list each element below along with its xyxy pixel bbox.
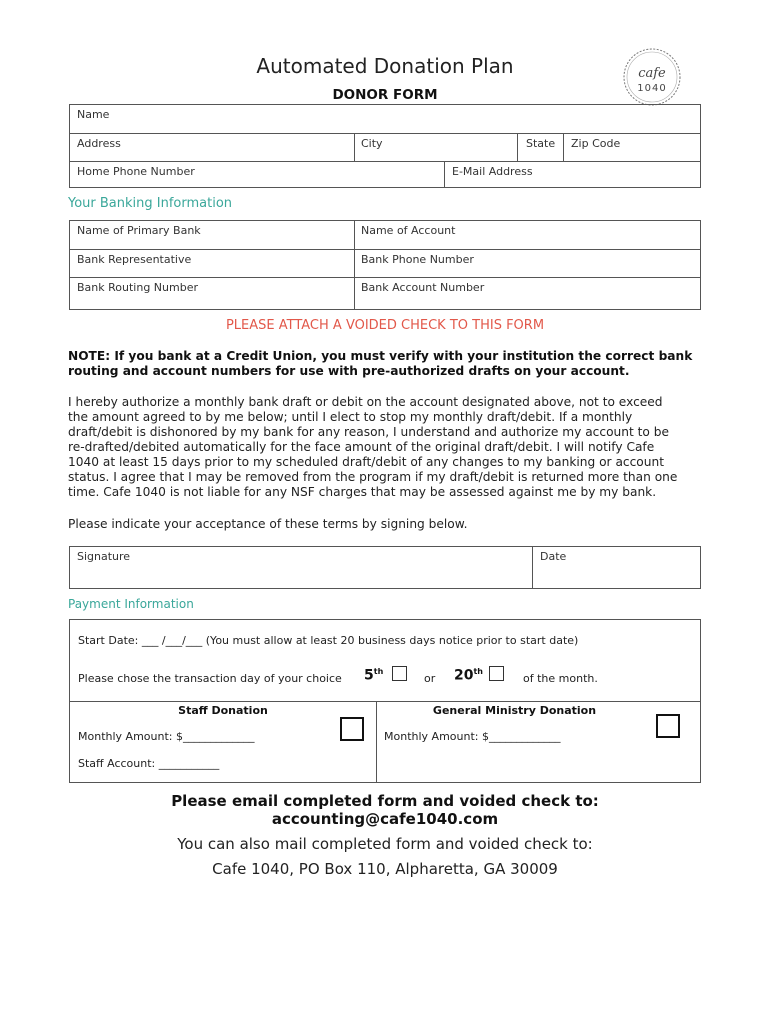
email-label: E-Mail Address [452, 165, 533, 178]
banking-info-table [69, 220, 701, 310]
or-text: or [424, 672, 436, 685]
bank-phone-field[interactable] [354, 250, 700, 277]
primary-bank-field[interactable] [70, 221, 354, 249]
start-date-line[interactable]: Start Date: ___ /___/___ (You must allow at least 20 business days notice prior to start date) [78, 634, 579, 647]
accounting-email-link[interactable]: accounting@cafe1040.com [271, 810, 499, 828]
address-row [70, 133, 700, 161]
page-title: Automated Donation Plan [256, 54, 514, 78]
of-month-text: of the month. [523, 672, 598, 685]
transaction-day-label: Please chose the transaction day of your choice [78, 672, 342, 685]
address-label: Address [77, 137, 121, 150]
authorization-line: I hereby authorize a monthly bank draft or debit on the account designated above, not to exceed [68, 395, 663, 409]
staff-donation-checkbox[interactable] [340, 717, 364, 741]
banking-heading: Your Banking Information [68, 196, 233, 211]
authorization-line: the amount agreed to by me below; until I elect to stop my monthly draft/debit. If a monthly [68, 410, 633, 424]
signature-label: Signature [77, 550, 131, 563]
donor-info-table [69, 104, 701, 188]
account-number-field[interactable] [354, 278, 700, 310]
bank-rep-field[interactable] [70, 250, 354, 277]
day-20-option [454, 667, 483, 684]
address-field[interactable] [70, 134, 354, 161]
acceptance-text: Please indicate your acceptance of these terms by signing below. [68, 517, 468, 531]
zip-label: Zip Code [571, 137, 621, 150]
bank-row-2 [70, 249, 700, 277]
day-20-value: 20 [454, 667, 474, 684]
staff-account-field[interactable]: Staff Account: ___________ [78, 757, 220, 770]
payment-heading: Payment Information [68, 597, 194, 611]
logo-circle-icon [622, 47, 682, 107]
account-number-label: Bank Account Number [361, 281, 485, 294]
zip-field[interactable] [563, 134, 700, 161]
logo-text-top: cafe [638, 66, 666, 81]
primary-bank-label: Name of Primary Bank [77, 224, 201, 237]
routing-label: Bank Routing Number [77, 281, 198, 294]
bank-row-3 [70, 277, 700, 310]
bank-phone-label: Bank Phone Number [361, 253, 474, 266]
signature-field[interactable] [70, 547, 532, 588]
name-field[interactable] [70, 105, 700, 133]
authorization-line: 1040 at least 15 days prior to my scheduled draft/debit of any changes to my banking or account [68, 455, 664, 469]
day-20-checkbox[interactable] [489, 666, 504, 681]
email-field[interactable] [444, 162, 700, 188]
staff-monthly-amount[interactable]: Monthly Amount: $_____________ [78, 730, 255, 743]
city-field[interactable] [354, 134, 517, 161]
day-5-checkbox[interactable] [392, 666, 407, 681]
city-label: City [361, 137, 383, 150]
home-phone-field[interactable] [70, 162, 444, 188]
name-label: Name [77, 108, 110, 121]
bank-rep-label: Bank Representative [77, 253, 192, 266]
email-instruction: Please email completed form and voided check to: [171, 792, 599, 810]
signature-row [70, 547, 700, 588]
mail-instruction: You can also mail completed form and voided check to: [177, 835, 593, 853]
phone-email-row [70, 161, 700, 188]
cafe-1040-logo [622, 47, 682, 107]
state-field[interactable] [517, 134, 563, 161]
day-5-option [364, 667, 383, 684]
authorization-line: draft/debit is dishonored by my bank for any reason, I understand and authorize my account to be [68, 425, 669, 439]
voided-check-notice: PLEASE ATTACH A VOIDED CHECK TO THIS FORM [225, 318, 545, 333]
day-5-value: 5 [364, 667, 374, 684]
credit-union-note: NOTE: If you bank at a Credit Union, you must verify with your institution the correct bank routing and account numbers for use with pre-authorized drafts on your account. [68, 349, 693, 378]
staff-donation-heading: Staff Donation [178, 704, 268, 717]
payment-info-box [69, 619, 701, 783]
date-label: Date [540, 550, 567, 563]
authorization-line: re-drafted/debited automatically for the face amount of the original draft/debit. I will notify Cafe [68, 440, 655, 454]
general-donation-heading: General Ministry Donation [432, 704, 597, 717]
authorization-line: time. Cafe 1040 is not liable for any NSF charges that may be assessed against me by my bank. [68, 485, 657, 499]
account-name-label: Name of Account [361, 224, 456, 237]
routing-field[interactable] [70, 278, 354, 310]
general-monthly-amount[interactable]: Monthly Amount: $_____________ [384, 730, 561, 743]
name-row [70, 105, 700, 133]
logo-text-bottom: 1040 [637, 83, 667, 94]
state-label: State [526, 137, 556, 150]
day-5-suffix: th [373, 667, 384, 676]
signature-table [69, 546, 701, 589]
day-20-suffix: th [473, 667, 484, 676]
date-field[interactable] [532, 547, 700, 588]
home-phone-label: Home Phone Number [77, 165, 195, 178]
account-name-field[interactable] [354, 221, 700, 249]
donation-section [70, 701, 700, 783]
mailing-address: Cafe 1040, PO Box 110, Alpharetta, GA 30009 [212, 860, 558, 878]
bank-row-1 [70, 221, 700, 249]
authorization-paragraph [68, 395, 708, 500]
form-subtitle: DONOR FORM [332, 87, 438, 103]
authorization-line: status. I agree that I may be removed from the program if my draft/debit is returned more than one [68, 470, 678, 484]
general-donation-checkbox[interactable] [656, 714, 680, 738]
